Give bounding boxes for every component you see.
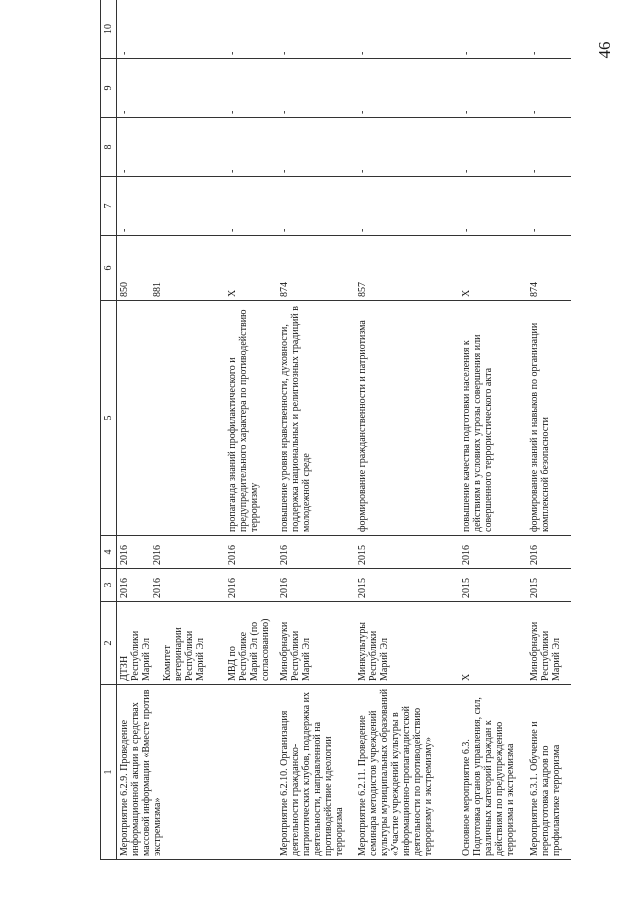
col10-cell: - (527, 0, 571, 59)
code-cell: Х (225, 236, 277, 301)
column-header-6: 6 (101, 236, 117, 301)
result-cell (117, 301, 226, 536)
result-cell: формирование гражданственности и патриотизма (355, 301, 459, 536)
executor-cell: МВД по Республике Марий Эл (по согласованию) (225, 602, 277, 685)
start-year-cell: 2015 (527, 569, 571, 602)
code-cell: 874 (527, 236, 571, 301)
col10-cell: - (225, 0, 277, 59)
col7-cell: - (277, 177, 355, 236)
executor-cell (117, 602, 226, 685)
column-header-10: 10 (101, 0, 117, 59)
column-header-2: 2 (101, 602, 117, 685)
start-year-2: 2016 (152, 578, 163, 598)
start-year-cell: 2016 (277, 569, 355, 602)
page-number: 46 (595, 41, 614, 59)
executor-cell: Минобрнауки Республики Марий Эл (277, 602, 355, 685)
start-year-cell: 2015 (459, 569, 527, 602)
code-cell: Х (459, 236, 527, 301)
table-row (277, 0, 355, 860)
table-row (527, 0, 571, 860)
col10-cell: - (355, 0, 459, 59)
col10-cell: - (459, 0, 527, 59)
executor-cell: Х (459, 602, 527, 685)
column-header-7: 7 (101, 177, 117, 236)
executor-text-2: Комитет ветеринарии Республики Марий Эл (162, 627, 206, 681)
col8-cell: - (459, 118, 527, 177)
activity-cell: Мероприятие 6.2.9. Проведение информационной акции в средствах массовой информации «Вместе против экстремизма» (117, 685, 226, 860)
code-cell: 874 (277, 236, 355, 301)
activity-cell: Мероприятие 6.2.11. Проведение семинара методистов учреждений культуры муниципальных образований «Участие учреждений культуры в информационно-пропагандистской деятельности по противодействию терроризму и экстремизму» (355, 685, 459, 860)
col8-cell: - (355, 118, 459, 177)
code-value: 850 (119, 282, 130, 297)
executor-cell: Минкультуры Республики Марий Эл (355, 602, 459, 685)
col9-cell: - (459, 59, 527, 118)
activity-cell: Мероприятие 6.3.1. Обучение и переподготовка кадров по профилактике терроризма (527, 685, 571, 860)
column-header-9: 9 (101, 59, 117, 118)
col7-cell: - (459, 177, 527, 236)
col9-cell: - (277, 59, 355, 118)
table-row (117, 0, 226, 860)
start-year-cell: 2015 (355, 569, 459, 602)
end-year-cell: 2015 (355, 536, 459, 569)
col7-cell: - (527, 177, 571, 236)
column-header-3: 3 (101, 569, 117, 602)
start-year-cell (117, 569, 226, 602)
col9-cell: - (225, 59, 277, 118)
col9-cell: - (527, 59, 571, 118)
column-header-4: 4 (101, 536, 117, 569)
code-value-2: 881 (152, 282, 163, 297)
result-cell: формирование знаний и навыков по организации комплексной безопасности (527, 301, 571, 536)
end-year-cell (117, 536, 226, 569)
table-row (355, 0, 459, 860)
table-header-row (101, 0, 117, 860)
end-year-cell: 2016 (527, 536, 571, 569)
end-year: 2016 (119, 545, 130, 565)
col8-cell: - (527, 118, 571, 177)
end-year-cell: 2016 (225, 536, 277, 569)
column-header-1: 1 (101, 685, 117, 860)
end-year-2: 2016 (152, 545, 163, 565)
col7-cell: - (225, 177, 277, 236)
activity-cell: Мероприятие 6.2.10. Организация деятельности гражданско-патриотических клубов, поддержка их деятельности, направленной на противодействие идеологии терроризма (277, 685, 355, 860)
executor-text: ДТЗН Республики Марий Эл (119, 630, 152, 681)
activities-table (100, 0, 571, 860)
code-cell (117, 236, 226, 301)
executor-cell: Минобрнауки Республики Марий Эл (527, 602, 571, 685)
table-row (459, 0, 527, 860)
col9-cell: - (117, 59, 226, 118)
col10-cell: - (277, 0, 355, 59)
end-year-cell: 2016 (459, 536, 527, 569)
code-cell: 857 (355, 236, 459, 301)
col8-cell: - (225, 118, 277, 177)
col8-cell: - (117, 118, 226, 177)
col8-cell: - (277, 118, 355, 177)
start-year-cell: 2016 (225, 569, 277, 602)
result-cell: повышение качества подготовки населения к действиям в условиях угрозы совершения или совершенного террористического акта (459, 301, 527, 536)
col10-cell: - (117, 0, 226, 59)
rotated-table-wrapper (100, 24, 580, 860)
result-cell: пропаганда знаний профилактического и предупредительного характера по противодействию терроризму (225, 301, 277, 536)
activity-cell (225, 685, 277, 860)
start-year: 2016 (119, 578, 130, 598)
col9-cell: - (355, 59, 459, 118)
result-cell: повышение уровня нравственности, духовности, поддержка национальных и религиозных традиций в молодежной среде (277, 301, 355, 536)
col7-cell: - (355, 177, 459, 236)
end-year-cell: 2016 (277, 536, 355, 569)
column-header-5: 5 (101, 301, 117, 536)
table-row (225, 0, 277, 860)
col7-cell: - (117, 177, 226, 236)
column-header-8: 8 (101, 118, 117, 177)
activity-cell: Основное мероприятие 6.3. Подготовка органов управления, сил, различных категорий граждан к действиям по предупреждению терроризма и экстремизма (459, 685, 527, 860)
